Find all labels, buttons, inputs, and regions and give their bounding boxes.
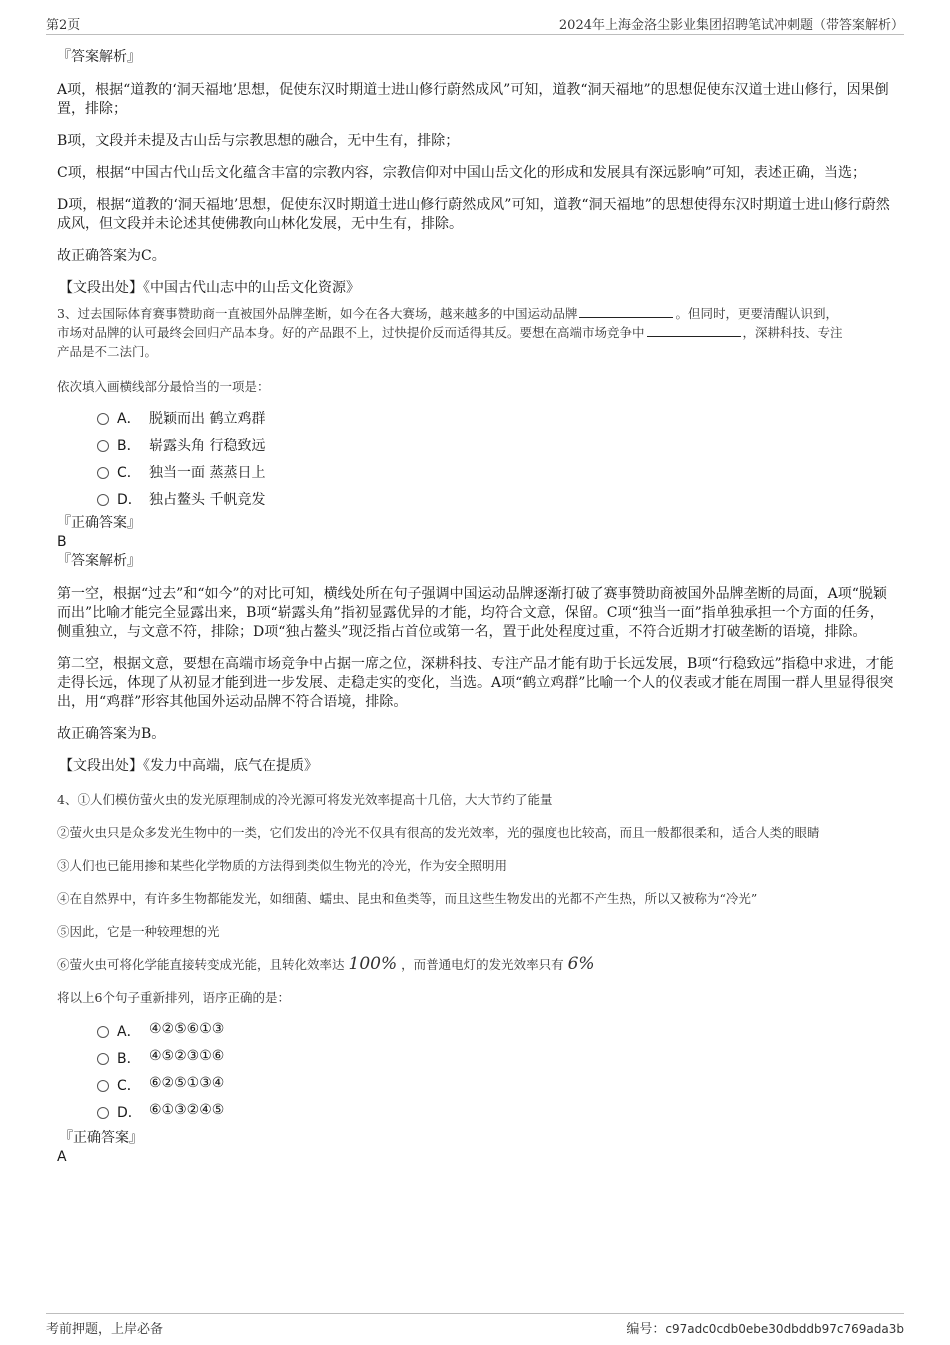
option-a[interactable]: A． ④②⑤⑥①③ — [57, 1019, 897, 1046]
sentence-4: ④在自然界中，有许多生物都能发光，如细菌、蠕虫、昆虫和鱼类等，而且这些生物发出的光都不产生热，所以又被称为“冷光” — [57, 891, 758, 906]
radio-button[interactable] — [97, 1080, 109, 1092]
analysis-paragraph-2: 第二空，根据文意，要想在高端市场竞争中占据一席之位，深耕科技、专注产品才能有助于长远发展，B项“行稳致远”指稳中求进，才能走得长远，体现了从初显才能到进一步发展、走稳走实的变化，当选。A项“鹤立鸡群”比喻一个人的仪表或才能在周围一群人里显得很突出，用“鸡群”形容其他国外运动品牌不符合语境，排除。 — [57, 656, 894, 710]
sentence-3: ③人们也已能用掺和某些化学物质的方法得到类似生物光的冷光，作为安全照明用 — [57, 858, 508, 873]
correct-answer: A — [57, 1149, 67, 1165]
analysis-paragraph-1: 第一空，根据“过去”和“如今”的对比可知，横线处所在句子强调中国运动品牌逐渐打破了赛事赞助商被国外品牌垄断的局面，A项“脱颖而出”比喻才能完全显露出来，B项“崭露头角”指初显露优异的才能，均符合文意，保留。C项“独当一面”指单独承担一个方面的任务，侧重独立，与文意不符，排除；D项“独占鳌头”现泛指占首位或第一名，置于此处程度过重，不符合近期才打破垄断的语境，排除。 — [57, 586, 887, 640]
efficiency-value-1: 100% — [348, 954, 398, 974]
question-3-options — [57, 406, 897, 514]
radio-button[interactable] — [97, 1026, 109, 1038]
sentence-5: ⑤因此，它是一种较理想的光 — [57, 924, 220, 939]
question-4-prompt: 将以上6个句子重新排列，语序正确的是： — [57, 990, 290, 1005]
radio-button[interactable] — [97, 1107, 109, 1119]
option-b[interactable]: B． ④⑤②③①⑥ — [57, 1046, 897, 1073]
page-number: 第2页 — [46, 18, 81, 33]
analysis-title: 『答案解析』 — [57, 553, 141, 569]
option-d[interactable]: D． 独占鳌头 千帆竞发 — [57, 487, 897, 514]
correct-answer-title: 『正确答案』 — [59, 1130, 143, 1146]
analysis-option-c: C项，根据“中国古代山岳文化蕴含丰富的宗教内容，宗教信仰对中国山岳文化的形成和发展具有深远影响”可知，表述正确，当选； — [57, 165, 867, 181]
radio-button[interactable] — [97, 440, 109, 452]
document-title: 2024年上海金洛尘影业集团招聘笔试冲刺题（带答案解析） — [558, 18, 904, 33]
option-d[interactable]: D． ⑥①③②④⑤ — [57, 1100, 897, 1127]
fill-blank-2 — [647, 323, 741, 337]
option-c[interactable]: C． 独当一面 蒸蒸日上 — [57, 460, 897, 487]
source-citation: 【文段出处】《中国古代山志中的山岳文化资源》 — [59, 280, 360, 296]
question-3-prompt: 依次填入画横线部分最恰当的一项是： — [57, 379, 270, 394]
answer-conclusion: 故正确答案为B。 — [57, 726, 166, 742]
correct-answer-title: 『正确答案』 — [57, 515, 141, 531]
fill-blank-1 — [579, 304, 673, 318]
analysis-option-b: B项，文段并未提及古山岳与宗教思想的融合，无中生有，排除； — [57, 133, 460, 149]
option-c[interactable]: C． ⑥②⑤①③④ — [57, 1073, 897, 1100]
page-content — [57, 44, 897, 1167]
analysis-option-a: A项，根据“道教的‘洞天福地’思想，促使东汉时期道士进山修行蔚然成风”可知，道教“洞天福地”的思想促使东汉道士进山修行，因果倒置，排除； — [57, 82, 889, 117]
correct-answer: B — [57, 534, 67, 550]
footer-slogan: 考前押题，上岸必备 — [46, 1322, 164, 1337]
sentence-1: 4、①人们模仿萤火虫的发光原理制成的冷光源可将发光效率提高十几倍，大大节约了能量 — [57, 792, 553, 807]
analysis-option-d: D项，根据“道教的‘洞天福地’思想，促使东汉时期道士进山修行蔚然成风”可知，道教“洞天福地”的思想使得东汉时期道士进山修行蔚然成风，但文段并未论述其使佛教向山林化发展，无中生有，排除。 — [57, 197, 890, 232]
option-b[interactable]: B． 崭露头角 行稳致远 — [57, 433, 897, 460]
question-3-stem: 3、过去国际体育赛事赞助商一直被国外品牌垄断，如今在各大赛场，越来越多的中国运动品牌 。但同时，更要清醒认识到， 市场对品牌的认可最终会回归产品本身。好的产品跟不上，过快提价反而适得其反。要想在高端市场竞争中 ，深耕科技、专注 产品是不二法门。 — [57, 306, 843, 359]
radio-button[interactable] — [97, 1053, 109, 1065]
answer-conclusion: 故正确答案为C。 — [57, 248, 166, 264]
radio-button[interactable] — [97, 467, 109, 479]
question-4-options — [57, 1019, 897, 1127]
option-a[interactable]: A． 脱颖而出 鹤立鸡群 — [57, 406, 897, 433]
page-footer — [46, 1313, 904, 1337]
sentence-2: ②萤火虫只是众多发光生物中的一类，它们发出的冷光不仅具有很高的发光效率，光的强度也比较高，而且一般都很柔和，适合人类的眼睛 — [57, 825, 820, 840]
radio-button[interactable] — [97, 413, 109, 425]
sentence-6: ⑥萤火虫可将化学能直接转变成光能，且转化效率达 100% ，而普通电灯的发光效率只有 6% — [57, 954, 595, 974]
analysis-title: 『答案解析』 — [57, 49, 141, 65]
efficiency-value-2: 6% — [567, 954, 595, 974]
source-citation: 【文段出处】《发力中高端，底气在提质》 — [59, 758, 318, 774]
radio-button[interactable] — [97, 494, 109, 506]
document-code: 编号：c97adc0cdb0ebe30dbddb97c769ada3b — [626, 1322, 904, 1337]
page-header — [46, 12, 904, 35]
